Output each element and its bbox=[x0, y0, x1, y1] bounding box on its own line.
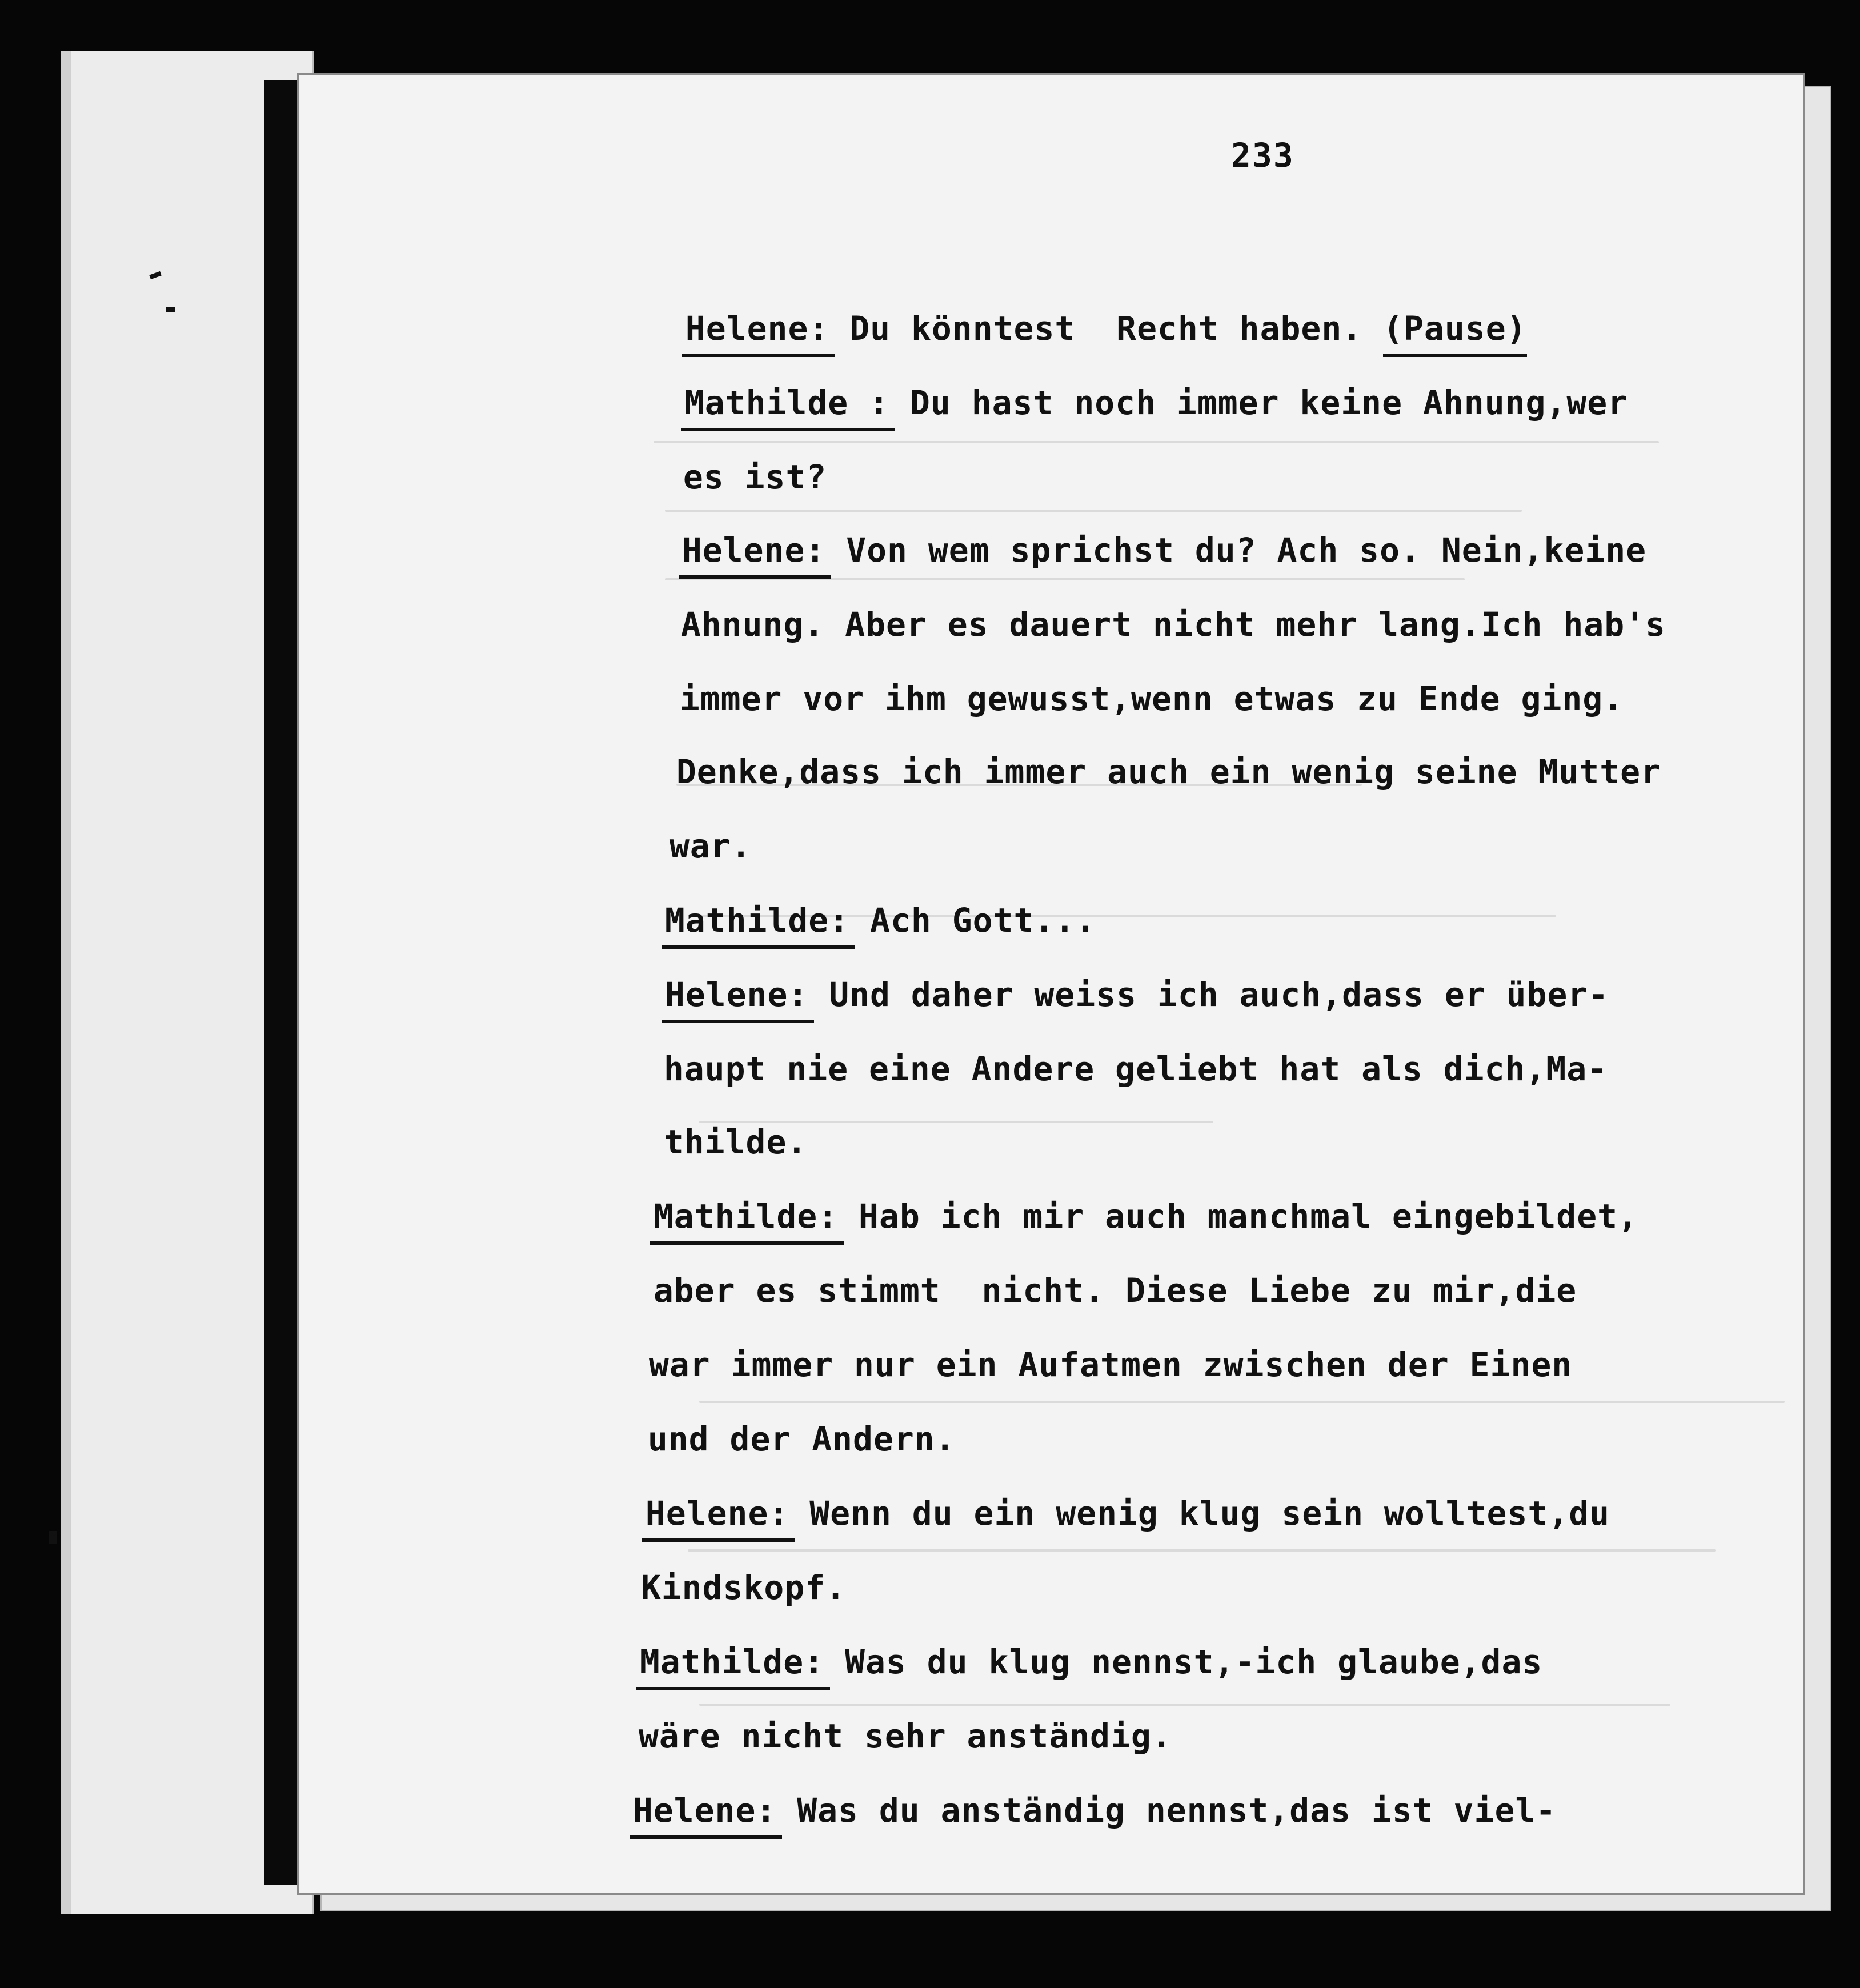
line-text: es ist? bbox=[683, 458, 827, 496]
line-text: war. bbox=[669, 827, 752, 865]
line-text: Hab ich mir auch manchmal eingebildet, bbox=[838, 1197, 1638, 1236]
line-text: Ach Gott... bbox=[849, 901, 1096, 940]
dialogue-line bbox=[600, 1538, 847, 1607]
binding-divider bbox=[264, 80, 298, 1885]
speaker-name: Mathilde: bbox=[639, 1642, 825, 1681]
speaker-name: Helene: bbox=[632, 1791, 777, 1830]
dialogue-line bbox=[641, 500, 1647, 570]
line-text: haupt nie eine Andere geliebt hat als dich,Ma- bbox=[663, 1049, 1608, 1088]
page-number: 233 bbox=[1231, 136, 1294, 175]
dialogue-line bbox=[640, 575, 1666, 644]
ink-mark bbox=[49, 1531, 57, 1544]
dialogue-line bbox=[628, 796, 752, 863]
dialogue-line bbox=[624, 871, 1096, 940]
dialogue-line bbox=[643, 353, 1629, 422]
line-text: Und daher weiss ich auch,dass er über- bbox=[808, 975, 1609, 1014]
dialogue-line bbox=[608, 1315, 1573, 1384]
line-text: und der Andern. bbox=[647, 1420, 956, 1458]
dialogue-line bbox=[598, 1686, 1172, 1753]
speaker-name: Mathilde: bbox=[664, 901, 850, 940]
dialogue-line bbox=[644, 279, 1527, 348]
dialogue-line bbox=[623, 1019, 1608, 1088]
line-text: Wenn du ein wenig klug sein wolltest,du bbox=[789, 1494, 1610, 1533]
speaker-name: Helene: bbox=[682, 531, 826, 570]
line-text: war immer nur ein Aufatmen zwischen der Einen bbox=[648, 1345, 1573, 1384]
dialogue-line bbox=[624, 945, 1609, 1014]
dialogue-line bbox=[623, 1092, 807, 1159]
dialogue-line bbox=[639, 649, 1624, 718]
speaker-name: Mathilde : bbox=[684, 383, 890, 422]
line-text: Was du anständig nennst,das ist viel- bbox=[776, 1791, 1557, 1830]
dialogue-line bbox=[642, 427, 827, 494]
line-text: immer vor ihm gewusst,wenn etwas zu Ende ging. bbox=[679, 679, 1624, 718]
dialogue-line bbox=[612, 1241, 1577, 1310]
dialogue-line bbox=[592, 1761, 1557, 1830]
speaker-name: Helene: bbox=[685, 309, 829, 348]
line-text: Was du klug nennst,-ich glaube,das bbox=[824, 1642, 1543, 1681]
line-text: Denke,dass ich immer auch ein wenig seine Mutter bbox=[676, 752, 1661, 791]
line-text: Du könntest Recht haben. bbox=[829, 309, 1384, 348]
line-text: aber es stimmt nicht. Diese Liebe zu mir,die bbox=[653, 1271, 1577, 1310]
line-text: Von wem sprichst du? Ach so. Nein,keine bbox=[825, 531, 1647, 570]
dialogue-line bbox=[612, 1167, 1638, 1236]
dialogue-line bbox=[607, 1389, 956, 1456]
ink-mark bbox=[166, 307, 175, 312]
line-text: wäre nicht sehr anständig. bbox=[638, 1717, 1172, 1755]
speaker-name: Mathilde: bbox=[653, 1197, 839, 1236]
stage-direction: (Pause) bbox=[1383, 309, 1527, 348]
speaker-name: Helene: bbox=[645, 1494, 789, 1533]
line-text: Ahnung. Aber es dauert nicht mehr lang.Ich hab's bbox=[680, 605, 1666, 644]
line-text: Kindskopf. bbox=[640, 1568, 847, 1607]
dialogue-line bbox=[604, 1464, 1610, 1533]
line-text: Du hast noch immer keine Ahnung,wer bbox=[889, 383, 1629, 422]
line-text: thilde. bbox=[663, 1123, 808, 1161]
dialogue-line bbox=[635, 722, 1661, 791]
dialogue-line bbox=[599, 1612, 1543, 1681]
speaker-name: Helene: bbox=[664, 975, 809, 1014]
